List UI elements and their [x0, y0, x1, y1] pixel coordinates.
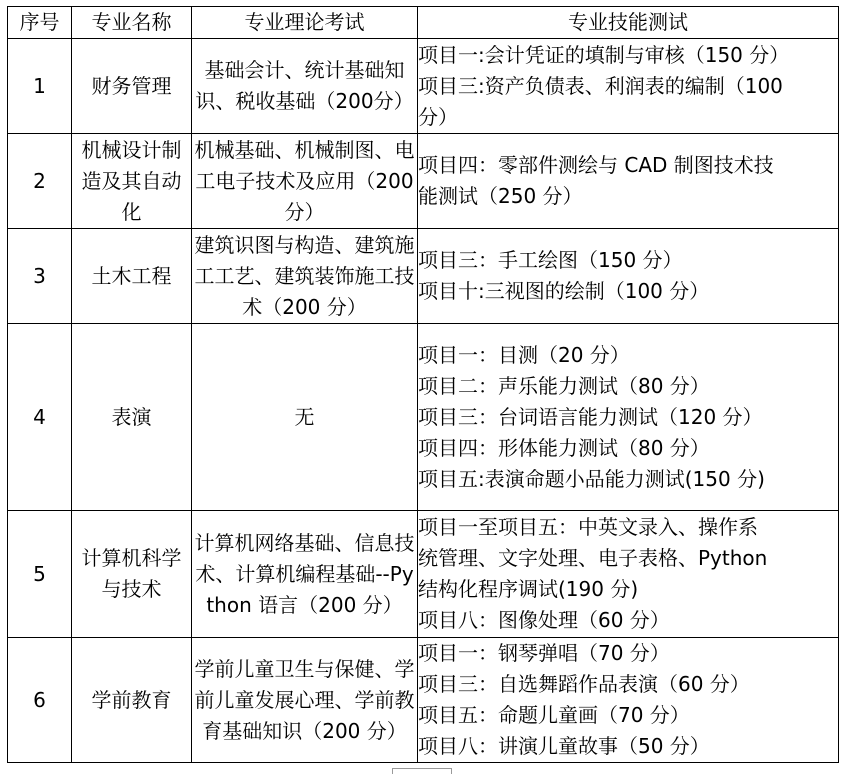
skill-line: 结构化程序调试(190 分)	[418, 577, 639, 601]
row-theory	[192, 229, 418, 324]
skill-line: 项目五：命题儿童画（70 分）	[418, 703, 690, 727]
skill-line: 统管理、文字处理、电子表格、Python	[418, 546, 768, 570]
skill-line: 项目三：手工绘图（150 分）	[418, 248, 683, 272]
theory-text: 无	[294, 404, 315, 429]
major-text: 表演	[111, 404, 152, 429]
header-major: 专业名称	[72, 7, 192, 39]
skill-line: 项目一至项目五：中英文录入、操作系	[418, 515, 758, 539]
row-seq: 2	[8, 134, 72, 229]
table-row	[8, 39, 839, 134]
row-seq: 4	[8, 324, 72, 511]
major-text: 计算机科学与技术	[81, 546, 182, 601]
skill-line: 项目八：讲演儿童故事（50 分）	[418, 734, 710, 758]
table-row	[8, 134, 839, 229]
major-text: 财务管理	[91, 73, 172, 98]
header-theory: 专业理论考试	[192, 7, 418, 39]
row-major	[72, 324, 192, 511]
skill-line: 项目一:会计凭证的填制与审核（150 分）	[418, 42, 790, 67]
skill-line: 项目四：形体能力测试（80 分）	[418, 435, 710, 460]
page-edge-mark	[392, 768, 452, 774]
row-theory	[192, 511, 418, 638]
row-major	[72, 229, 192, 324]
skill-line: 项目四：零部件测绘与 CAD 制图技术技	[418, 153, 774, 177]
skill-line: 项目一：钢琴弹唱（70 分）	[418, 641, 670, 665]
row-major	[72, 134, 192, 229]
row-seq: 1	[8, 39, 72, 134]
skill-line: 项目三：自选舞蹈作品表演（60 分）	[418, 672, 750, 696]
table-row	[8, 324, 839, 511]
skill-line: 项目三:资产负债表、利润表的编制（100	[418, 73, 783, 98]
skill-line: 项目一：目测（20 分）	[418, 342, 630, 367]
skill-line: 项目五:表演命题小品能力测试(150 分)	[418, 466, 765, 491]
row-major	[72, 638, 192, 763]
table-row	[8, 638, 839, 763]
row-theory	[192, 39, 418, 134]
row-major	[72, 39, 192, 134]
skill-line: 项目三：台词语言能力测试（120 分）	[418, 404, 763, 429]
major-text: 机械设计制造及其自动化	[81, 137, 182, 224]
skill-line: 项目八：图像处理（60 分）	[418, 608, 670, 632]
table-header-row	[8, 7, 839, 39]
row-seq: 3	[8, 229, 72, 324]
row-skills	[418, 229, 839, 324]
row-skills	[418, 134, 839, 229]
theory-text: 基础会计、统计基础知识、税收基础（200分）	[195, 58, 414, 113]
skill-line: 项目十:三视图的绘制（100 分）	[418, 279, 710, 303]
theory-text: 机械基础、机械制图、电工电子技术及应用（200 分）	[194, 137, 415, 224]
theory-text: 建筑识图与构造、建筑施工工艺、建筑装饰施工技术（200 分）	[194, 232, 415, 319]
row-skills	[418, 638, 839, 763]
row-skills	[418, 39, 839, 134]
table-row	[8, 229, 839, 324]
table-row	[8, 511, 839, 638]
exam-subjects-table	[7, 6, 839, 763]
row-theory	[192, 324, 418, 511]
header-seq: 序号	[8, 7, 72, 39]
major-text: 学前教育	[91, 687, 172, 712]
theory-text: 计算机网络基础、信息技术、计算机编程基础--Python 语言（200 分）	[194, 530, 415, 617]
row-skills	[418, 511, 839, 638]
row-seq: 6	[8, 638, 72, 763]
row-skills	[418, 324, 839, 511]
skill-line: 分）	[418, 104, 458, 129]
row-theory	[192, 638, 418, 763]
header-skills: 专业技能测试	[418, 7, 839, 39]
skill-line: 能测试（250 分）	[418, 184, 583, 208]
skill-line: 项目二：声乐能力测试（80 分）	[418, 373, 710, 398]
theory-text: 学前儿童卫生与保健、学前儿童发展心理、学前教育基础知识（200 分）	[194, 656, 415, 743]
row-major	[72, 511, 192, 638]
major-text: 土木工程	[91, 263, 172, 288]
row-seq: 5	[8, 511, 72, 638]
row-theory	[192, 134, 418, 229]
